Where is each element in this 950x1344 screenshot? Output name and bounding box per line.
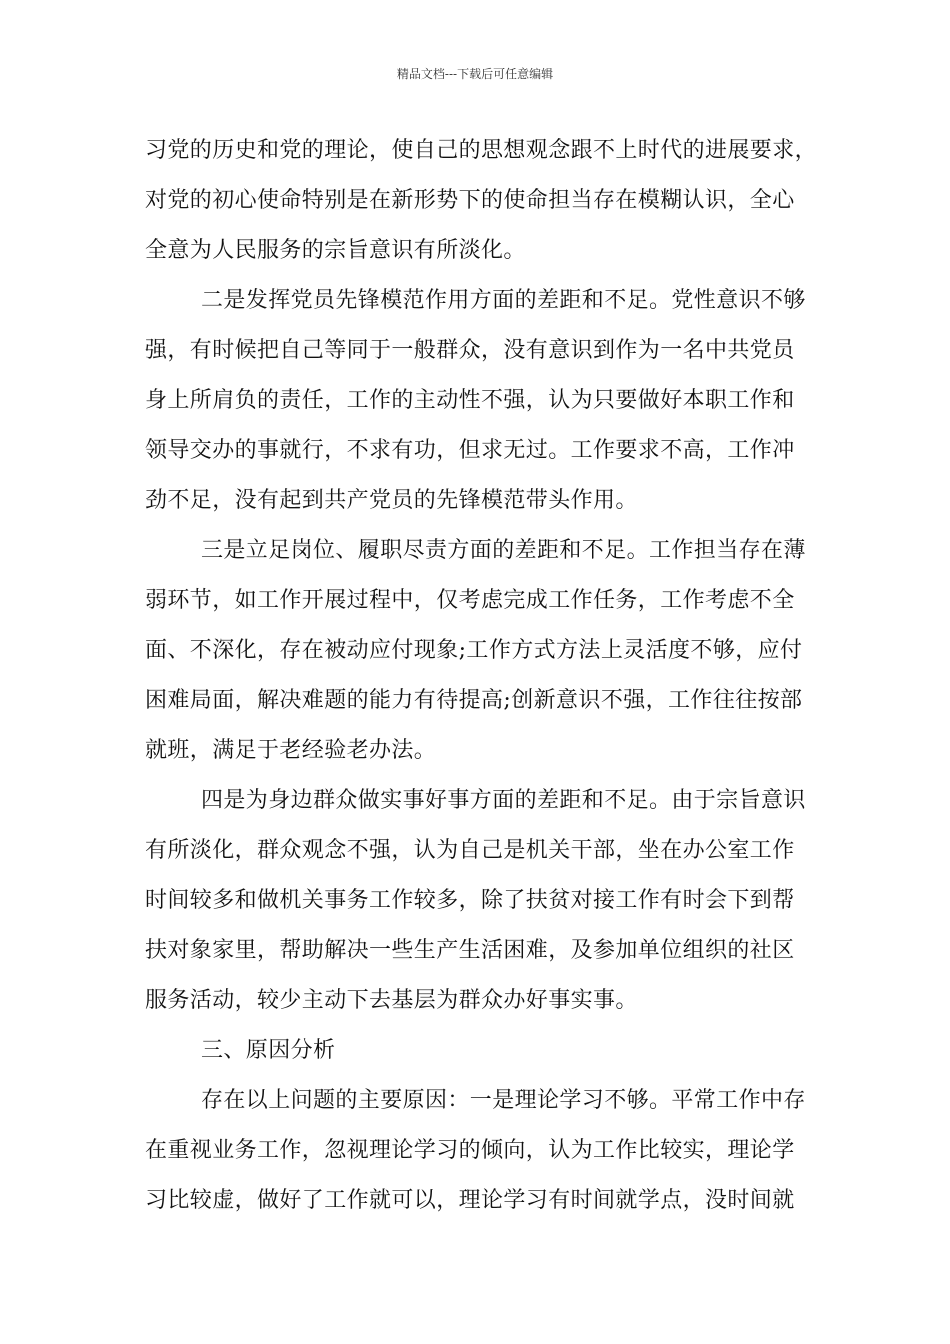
- heading-text: 三、原因分析: [201, 1038, 336, 1063]
- text-line: 扶对象家里，帮助解决一些生产生活困难，及参加单位组织的社区: [145, 938, 795, 963]
- text-line: 三是立足岗位、履职尽责方面的差距和不足。工作担当存在薄: [201, 538, 806, 563]
- paragraph-1: [145, 126, 818, 276]
- text-line: 习比较虚，做好了工作就可以，理论学习有时间就学点，没时间就: [145, 1188, 795, 1213]
- text-line: 身上所肩负的责任，工作的主动性不强，认为只要做好本职工作和: [145, 388, 795, 413]
- text-line: 就班，满足于老经验老办法。: [145, 738, 437, 763]
- text-line: 对党的初心使命特别是在新形势下的使命担当存在模糊认识，全心: [145, 188, 795, 213]
- page-header: 精品文档---下载后可任意编辑: [396, 67, 554, 81]
- text-line: 全意为人民服务的宗旨意识有所淡化。: [145, 238, 526, 263]
- text-line: 劲不足，没有起到共产党员的先锋模范带头作用。: [145, 488, 638, 513]
- text-line: 时间较多和做机关事务工作较多，除了扶贫对接工作有时会下到帮: [145, 888, 795, 913]
- text-line: 有所淡化，群众观念不强，认为自己是机关干部，坐在办公室工作: [145, 838, 795, 863]
- text-line: 二是发挥党员先锋模范作用方面的差距和不足。党性意识不够: [201, 288, 806, 313]
- paragraph-3: [145, 526, 805, 776]
- paragraph-2: [145, 276, 805, 526]
- text-line: 领导交办的事就行，不求有功，但求无过。工作要求不高，工作冲: [145, 438, 795, 463]
- paragraph-6: [145, 1076, 805, 1226]
- paragraph-4: [145, 776, 805, 1026]
- text-line: 习党的历史和党的理论，使自己的思想观念跟不上时代的进展要求，: [145, 138, 818, 163]
- text-line: 在重视业务工作，忽视理论学习的倾向，认为工作比较实，理论学: [145, 1138, 795, 1163]
- text-line: 面、不深化，存在被动应付现象;工作方式方法上灵活度不够，应付: [145, 638, 803, 663]
- text-line: 四是为身边群众做实事好事方面的差距和不足。由于宗旨意识: [201, 788, 806, 813]
- text-line: 服务活动，较少主动下去基层为群众办好事实事。: [145, 988, 638, 1013]
- text-line: 弱环节，如工作开展过程中，仅考虑完成工作任务，工作考虑不全: [145, 588, 795, 613]
- text-line: 存在以上问题的主要原因：一是理论学习不够。平常工作中存: [201, 1088, 806, 1113]
- text-line: 强，有时候把自己等同于一般群众，没有意识到作为一名中共党员: [145, 338, 795, 363]
- document-body: [145, 126, 818, 1226]
- text-line: 困难局面，解决难题的能力有待提高;创新意识不强，工作往往按部: [145, 688, 803, 713]
- section-heading: [145, 1026, 805, 1076]
